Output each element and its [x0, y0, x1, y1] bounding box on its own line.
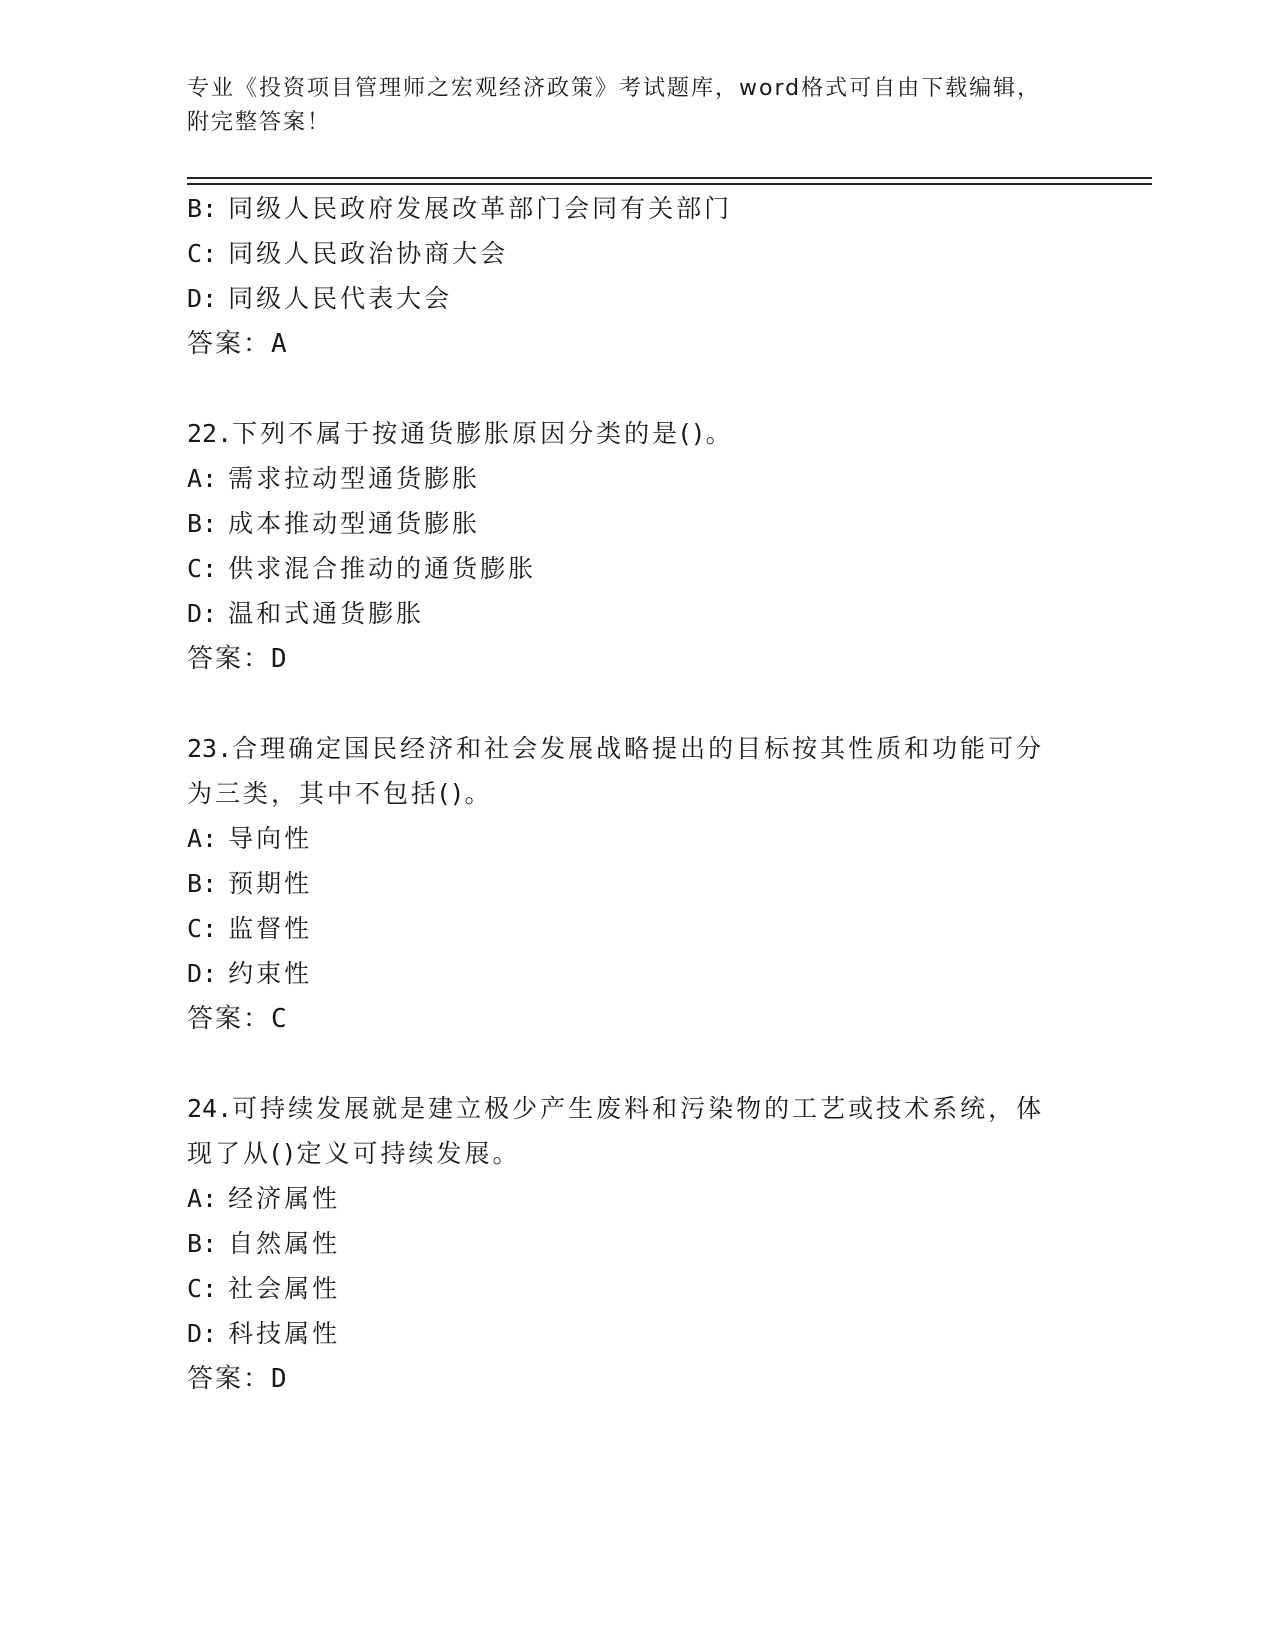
answer-label: 答案： [187, 329, 272, 359]
q24-stem-line-2 [187, 1137, 521, 1171]
option-letter: C: [187, 1274, 218, 1303]
option-text: 需求拉动型通货膨胀 [228, 464, 481, 493]
question-number: 22. [187, 419, 233, 448]
option-letter: A: [187, 464, 218, 493]
q21-option-b [187, 192, 732, 226]
q24-option-a [187, 1182, 340, 1216]
answer-label: 答案： [187, 1364, 272, 1394]
q22-option-d [187, 597, 424, 631]
answer-label: 答案： [187, 644, 272, 674]
question-number: 24. [187, 1094, 233, 1123]
option-text: 科技属性 [228, 1319, 341, 1348]
answer-value: D [271, 644, 287, 674]
answer-value: D [271, 1364, 287, 1394]
option-text: 预期性 [228, 869, 313, 898]
option-text: 供求混合推动的通货膨胀 [228, 554, 537, 583]
option-text: 监督性 [228, 914, 313, 943]
option-text: 约束性 [228, 959, 313, 988]
q22-option-c [187, 552, 536, 586]
question-text: 下列不属于按通货膨胀原因分类的是()。 [232, 419, 734, 448]
q21-option-c [187, 237, 508, 271]
q24-option-d [187, 1317, 340, 1351]
header-line-1: 专业《投资项目管理师之宏观经济政策》考试题库，word格式可自由下载编辑， [187, 76, 1042, 101]
question-text: 为三类，其中不包括()。 [187, 779, 493, 808]
q23-option-a [187, 822, 312, 856]
option-text: 同级人民政治协商大会 [228, 239, 509, 268]
option-letter: A: [187, 824, 218, 853]
option-letter: D: [187, 599, 218, 628]
question-text: 合理确定国民经济和社会发展战略提出的目标按其性质和功能可分 [232, 734, 1045, 763]
option-letter: B: [187, 509, 218, 538]
option-letter: B: [187, 194, 218, 223]
option-letter: C: [187, 239, 218, 268]
q23-option-c [187, 912, 312, 946]
q24-answer [187, 1362, 287, 1396]
header-divider-top [187, 177, 1152, 179]
q22-stem [187, 417, 734, 451]
option-text: 温和式通货膨胀 [228, 599, 425, 628]
q24-option-c [187, 1272, 340, 1306]
q22-option-a [187, 462, 480, 496]
q24-stem-line-1 [187, 1092, 1044, 1126]
option-letter: B: [187, 1229, 218, 1258]
q24-option-b [187, 1227, 340, 1261]
option-text: 自然属性 [228, 1229, 341, 1258]
option-letter: B: [187, 869, 218, 898]
q22-answer [187, 642, 287, 676]
document-header [187, 72, 1067, 140]
header-line-2: 附完整答案！ [187, 110, 332, 135]
option-letter: A: [187, 1184, 218, 1213]
q22-option-b [187, 507, 480, 541]
option-text: 同级人民政府发展改革部门会同有关部门 [228, 194, 733, 223]
answer-label: 答案： [187, 1004, 272, 1034]
q23-stem-line-2 [187, 777, 493, 811]
option-letter: C: [187, 554, 218, 583]
option-text: 同级人民代表大会 [228, 284, 453, 313]
option-letter: C: [187, 914, 218, 943]
answer-value: C [271, 1004, 287, 1034]
question-text: 可持续发展就是建立极少产生废料和污染物的工艺或技术系统，体 [232, 1094, 1045, 1123]
q23-answer [187, 1002, 287, 1036]
q21-option-d [187, 282, 452, 316]
option-letter: D: [187, 1319, 218, 1348]
option-letter: D: [187, 959, 218, 988]
header-divider-bottom [187, 183, 1152, 185]
q21-answer [187, 327, 287, 361]
question-number: 23. [187, 734, 233, 763]
q23-stem-line-1 [187, 732, 1044, 766]
option-text: 成本推动型通货膨胀 [228, 509, 481, 538]
option-text: 导向性 [228, 824, 313, 853]
q23-option-b [187, 867, 312, 901]
option-text: 社会属性 [228, 1274, 341, 1303]
question-text: 现了从()定义可持续发展。 [187, 1139, 521, 1168]
option-text: 经济属性 [228, 1184, 341, 1213]
option-letter: D: [187, 284, 218, 313]
q23-option-d [187, 957, 312, 991]
answer-value: A [271, 329, 287, 359]
